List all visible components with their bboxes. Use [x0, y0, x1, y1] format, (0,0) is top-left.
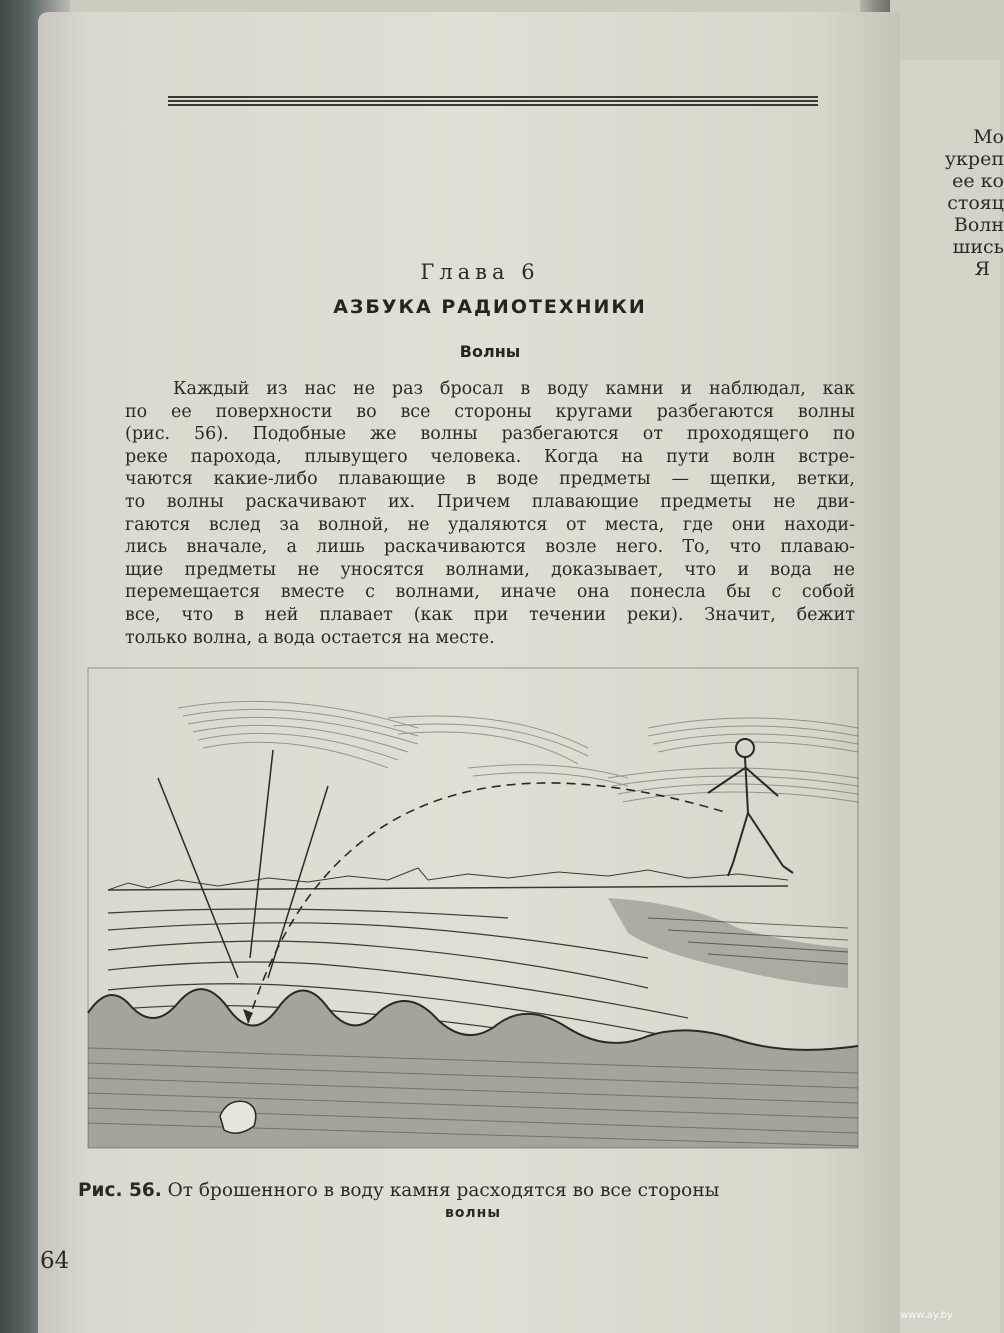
- text-line: (рис. 56). Подобные же волны разбегаются от проходящего по: [125, 424, 855, 445]
- caption-text-line2: волны: [444, 1205, 502, 1221]
- figure-waves-illustration: [88, 668, 858, 1148]
- adjacent-page-text: ее ко: [952, 170, 1004, 192]
- adjacent-page-text: Mo: [973, 126, 1004, 148]
- adjacent-page-text: Волн: [953, 214, 1004, 236]
- text-line: по ее поверхности во все стороны кругами разбегаются волны: [125, 401, 855, 422]
- chapter-heading: Глава 6: [420, 260, 540, 284]
- thrower-figure: [708, 739, 793, 876]
- adjacent-page-text: Я: [974, 258, 990, 280]
- text-line: чаются какие-либо плавающие в воде предметы — щепки, ветки,: [125, 469, 855, 490]
- body-paragraph: [125, 378, 855, 649]
- text-line: лись вначале, а лишь раскачиваются возле него. То, что плаваю-: [125, 537, 855, 558]
- text-line: то волны раскачивают их. Причем плавающие предметы не дви-: [125, 491, 855, 512]
- text-line: все, что в ней плавает (как при течении реки). Значит, бежит: [125, 604, 855, 625]
- watermark: www.ay.by: [900, 1310, 953, 1321]
- chapter-title: АЗБУКА РАДИОТЕХНИКИ: [333, 296, 647, 318]
- sky-hatching: [178, 701, 858, 802]
- adjacent-page: [885, 60, 1004, 1333]
- text-line: реке парохода, плывущего человека. Когда на пути волн встре-: [125, 446, 855, 467]
- text-line: гаются вслед за волной, не удаляются от места, где они находи-: [125, 514, 855, 535]
- caption-label: Рис. 56.: [78, 1180, 162, 1201]
- horizon: [108, 886, 788, 890]
- wave-profile: [88, 989, 858, 1148]
- header-rule: [168, 96, 818, 110]
- adjacent-page-text: шись: [952, 236, 1004, 258]
- caption-text: От брошенного в воду камня расходятся во все стороны: [167, 1180, 720, 1201]
- text-line: перемещается вместе с волнами, иначе она понесла бы с собой: [125, 582, 855, 603]
- text-line: щие предметы не уносятся волнами, доказывает, что и вода не: [125, 559, 855, 580]
- page-number: 64: [40, 1248, 70, 1274]
- adjacent-page-text: укреп: [944, 148, 1004, 170]
- text-line: Каждый из нас не раз бросал в воду камни и наблюдал, как: [173, 379, 855, 399]
- section-title: Волны: [459, 342, 521, 361]
- text-line: только волна, а вода остается на месте.: [125, 627, 495, 648]
- adjacent-page-text: стояц: [947, 192, 1004, 214]
- shore: [608, 898, 848, 988]
- figure-caption: [78, 1180, 868, 1221]
